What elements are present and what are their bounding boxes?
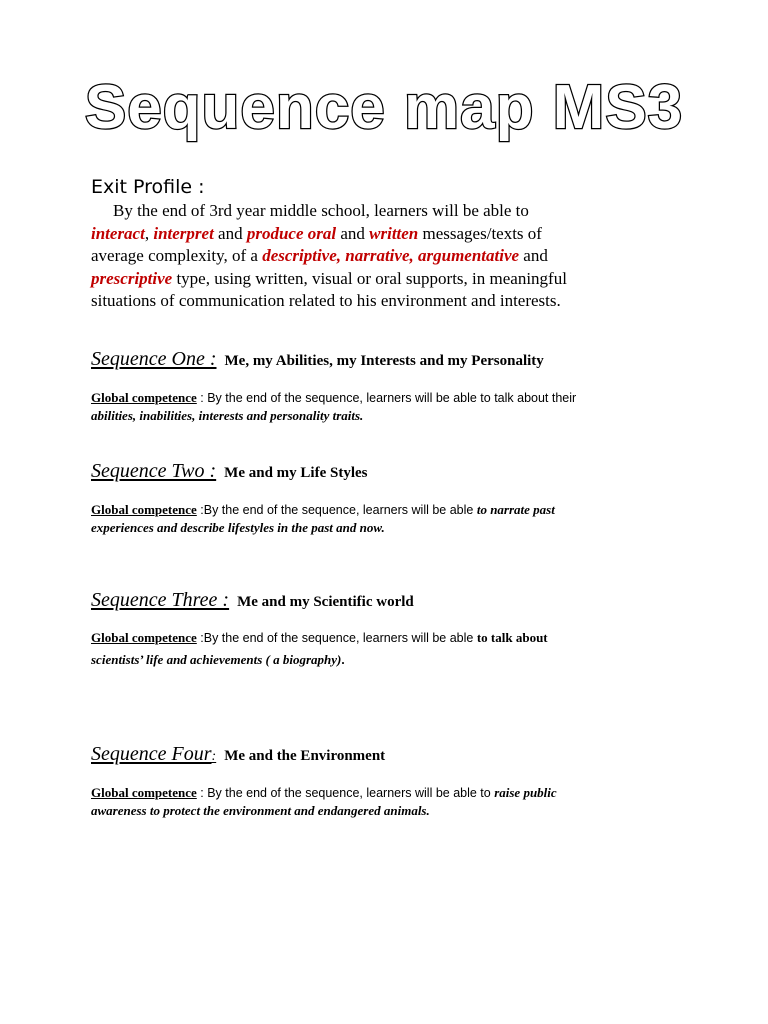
text: average complexity, of a	[91, 246, 263, 265]
sequence-label: Sequence Four	[91, 743, 212, 765]
sequence-label: Sequence Three :	[91, 589, 230, 611]
keyword: produce oral	[246, 223, 337, 243]
competence-line	[91, 389, 691, 407]
sequence-two-heading	[91, 460, 367, 483]
exit-profile-line	[91, 245, 681, 268]
text: : By the end of the sequence, learners will be able to talk about their	[196, 391, 577, 405]
sequence-title: Me and my Scientific world	[237, 594, 414, 610]
text: to talk about	[476, 630, 548, 645]
sequence-four-heading	[91, 743, 385, 766]
text: and	[336, 223, 370, 243]
sequence-label: Sequence One :	[91, 348, 217, 370]
sequence-three-competence	[91, 629, 691, 669]
text: situations of communication related to his environment and interests.	[91, 291, 561, 310]
text: :By the end of the sequence, learners will be able	[196, 503, 477, 517]
sequence-label: Sequence Two :	[91, 460, 217, 482]
competence-label: Global competence	[91, 390, 197, 405]
competence-label: Global competence	[91, 785, 197, 800]
competence-line	[91, 802, 691, 820]
text: and	[213, 223, 247, 243]
keyword: written	[369, 223, 419, 243]
sequence-four-competence	[91, 784, 691, 820]
text: raise public	[494, 785, 557, 800]
text: experiences and describe lifestyles in the past and now.	[91, 520, 385, 535]
text: and	[519, 246, 548, 265]
document-title: Sequence map MS3	[84, 73, 684, 142]
competence-label: Global competence	[91, 502, 197, 517]
text: messages/texts of	[418, 223, 542, 243]
sequence-label-suffix: :	[211, 749, 217, 764]
competence-line	[91, 519, 691, 537]
keyword: interpret	[153, 223, 214, 243]
exit-profile-line	[91, 290, 681, 313]
competence-line	[91, 501, 691, 519]
keyword: interact	[91, 223, 145, 243]
competence-line	[91, 629, 691, 647]
sequence-two-competence	[91, 501, 691, 537]
sequence-one-heading	[91, 348, 544, 371]
sequence-three-heading	[91, 589, 414, 612]
competence-line	[91, 407, 691, 425]
sequence-one-competence	[91, 389, 691, 425]
text: awareness to protect the environment and endangered animals.	[91, 803, 430, 818]
text: :By the end of the sequence, learners will be able	[196, 631, 477, 645]
competence-line	[91, 784, 691, 802]
text: .	[341, 652, 345, 667]
text: By the end of 3rd year middle school, learners will be able to	[113, 201, 529, 220]
competence-line	[91, 651, 691, 669]
competence-label: Global competence	[91, 630, 197, 645]
text: ,	[144, 223, 154, 243]
text: abilities, inabilities, interests and personality traits.	[91, 408, 364, 423]
text: type, using written, visual or oral supports, in meaningful	[172, 268, 567, 288]
sequence-title: Me and the Environment	[224, 748, 386, 764]
exit-profile-paragraph	[91, 200, 681, 313]
exit-profile-line	[91, 268, 681, 291]
sequence-title: Me, my Abilities, my Interests and my Personality	[224, 353, 544, 369]
exit-profile-line	[91, 200, 681, 223]
exit-profile-heading: Exit Profile :	[91, 176, 205, 198]
exit-profile-line	[91, 223, 681, 246]
text: to narrate past	[476, 502, 555, 517]
keyword: prescriptive	[91, 268, 173, 288]
sequence-title: Me and my Life Styles	[224, 465, 368, 481]
text: : By the end of the sequence, learners will be able to	[196, 786, 495, 800]
keyword: descriptive, narrative, argumentative	[262, 246, 520, 265]
text: scientists’ life and achievements ( a biography)	[91, 652, 342, 667]
